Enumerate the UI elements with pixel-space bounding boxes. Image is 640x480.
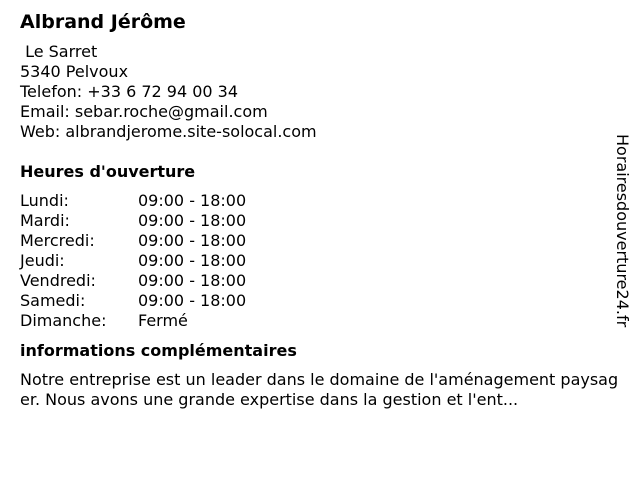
day-label: Mardi: [20,211,70,230]
phone-line: Telefon: +33 6 72 94 00 34 [20,82,239,101]
time-value: Fermé [138,311,188,330]
hours-row-wednesday [20,231,610,251]
time-value: 09:00 - 18:00 [138,211,247,230]
site-brand-label: Horairesdouverture24.fr [613,134,632,328]
day-label: Dimanche: [20,311,107,330]
day-label: Mercredi: [20,231,95,250]
business-name: Albrand Jérôme [20,11,186,33]
website-line: Web: albrandjerome.site-solocal.com [20,122,317,141]
hours-row-friday [20,271,610,291]
time-value: 09:00 - 18:00 [138,191,247,210]
time-value: 09:00 - 18:00 [138,271,247,290]
hours-row-thursday [20,251,610,271]
hours-table [20,191,610,331]
hours-heading: Heures d'ouverture [20,162,196,181]
hours-row-sunday [20,311,610,331]
day-label: Jeudi: [20,251,65,270]
business-description: Notre entreprise est un leader dans le domaine de l'aménagement paysager. Nous avons une grande expertise dans la gestion et l'ent... [20,370,619,409]
hours-row-monday [20,191,610,211]
hours-row-saturday [20,291,610,311]
business-card [20,10,619,410]
city-address: 5340 Pelvoux [20,62,129,81]
info-heading: informations complémentaires [20,341,297,360]
hours-row-tuesday [20,211,610,231]
day-label: Lundi: [20,191,69,210]
day-label: Vendredi: [20,271,96,290]
email-line: Email: sebar.roche@gmail.com [20,102,268,121]
time-value: 09:00 - 18:00 [138,291,247,310]
street-address: Le Sarret [20,42,98,61]
contact-block [20,42,610,142]
time-value: 09:00 - 18:00 [138,251,247,270]
time-value: 09:00 - 18:00 [138,231,247,250]
day-label: Samedi: [20,291,86,310]
